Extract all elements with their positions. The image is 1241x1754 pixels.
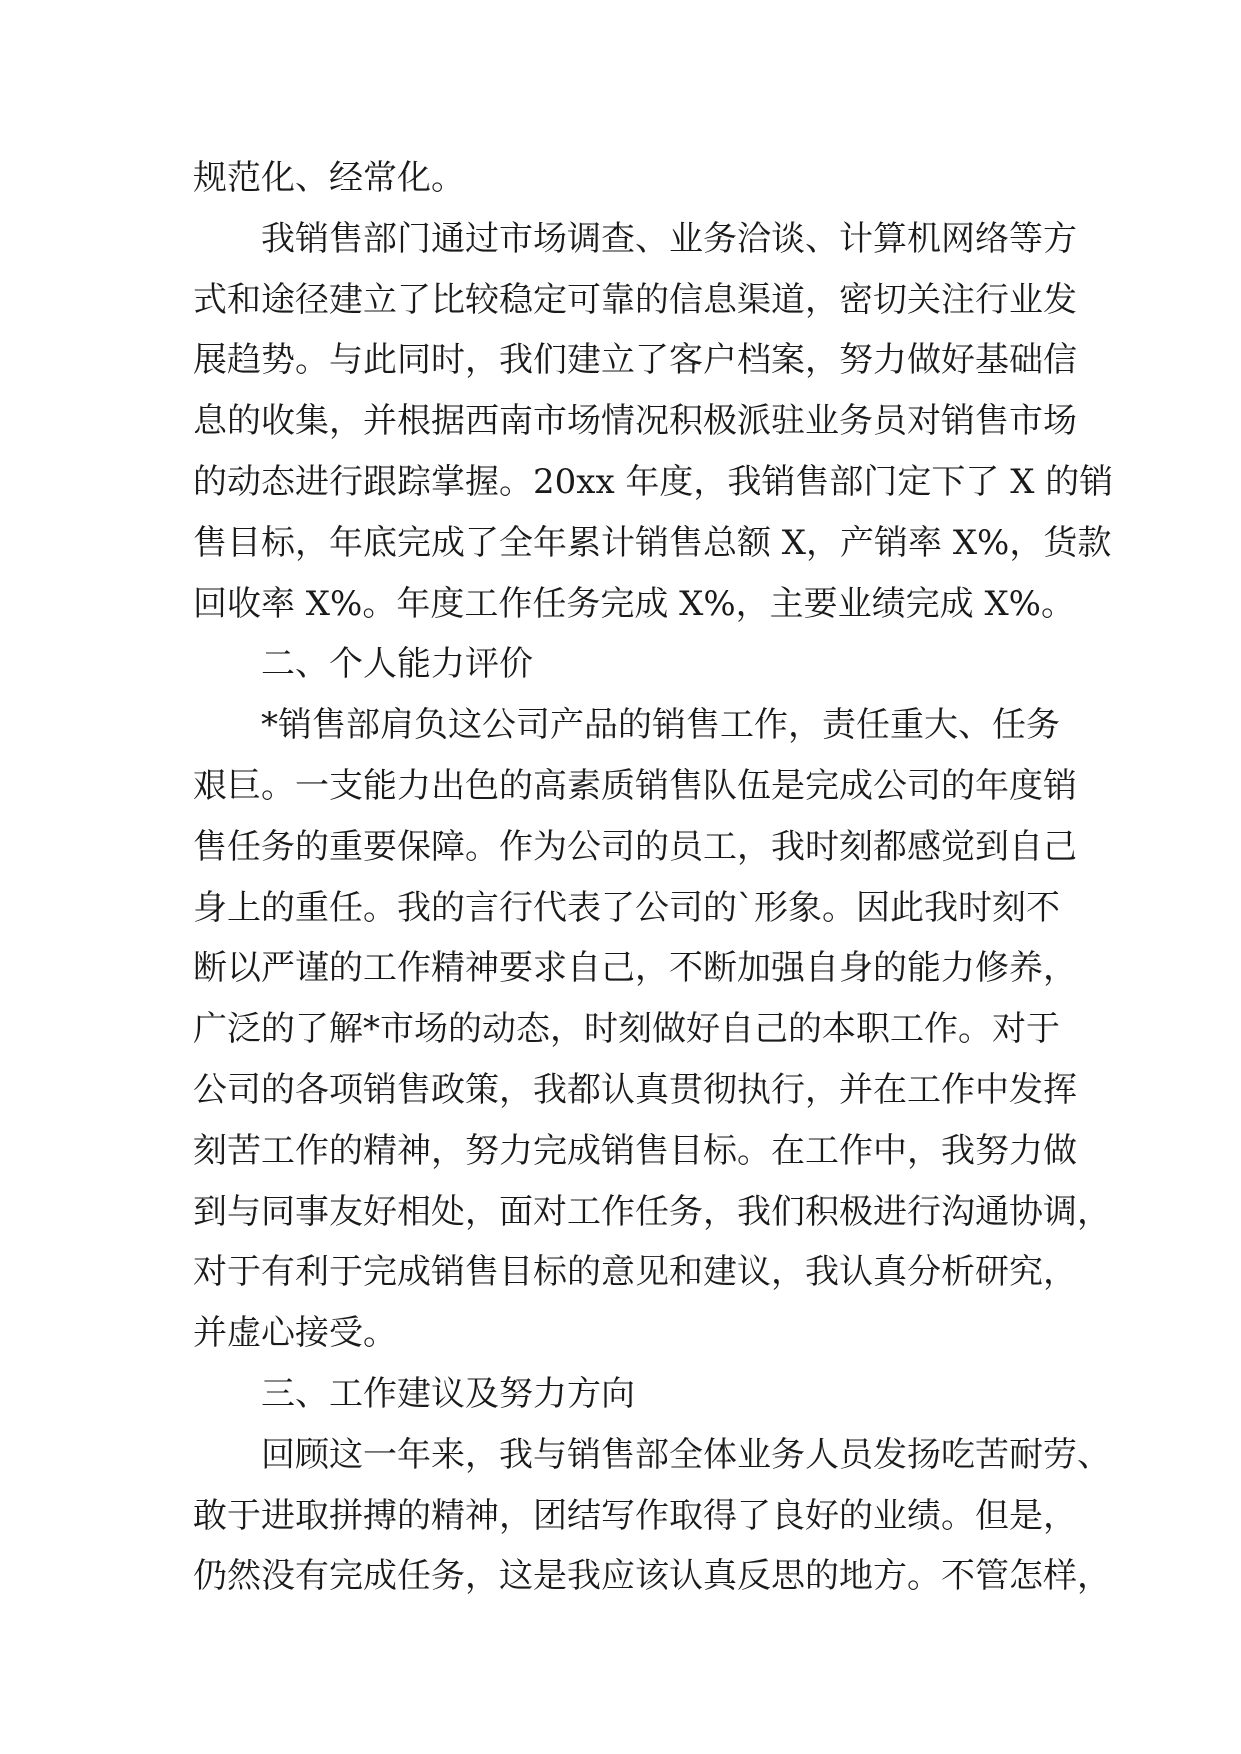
text-line: 售目标，年底完成了全年累计销售总额 X，产销率 X%，货款 (193, 522, 1112, 563)
text-line: 售任务的重要保障。作为公司的员工，我时刻都感觉到自己 (193, 826, 1077, 867)
text-line: 展趋势。与此同时，我们建立了客户档案，努力做好基础信 (193, 340, 1077, 381)
text-line: 回收率 X%。年度工作任务完成 X%，主要业绩完成 X%。 (193, 583, 1075, 624)
text-line: 公司的各项销售政策，我都认真贯彻执行，并在工作中发挥 (193, 1069, 1077, 1110)
text-line: 息的收集，并根据西南市场情况积极派驻业务员对销售市场 (193, 401, 1077, 442)
text-line: 广泛的了解*市场的动态，时刻做好自己的本职工作。对于 (193, 1009, 1060, 1050)
text-line: 规范化、经常化。 (193, 158, 465, 198)
text-line: 回顾这一年来，我与销售部全体业务人员发扬吃苦耐劳、 (261, 1434, 1111, 1475)
text-line: 身上的重任。我的言行代表了公司的`形象。因此我时刻不 (193, 887, 1060, 928)
text-line: 对于有利于完成销售目标的意见和建议，我认真分析研究， (193, 1252, 1077, 1293)
text-line: 到与同事友好相处，面对工作任务，我们积极进行沟通协调， (193, 1191, 1111, 1232)
text-line: 并虚心接受。 (193, 1313, 397, 1354)
text-line: 的动态进行跟踪掌握。20xx 年度，我销售部门定下了 X 的销 (193, 461, 1114, 502)
text-line: 仍然没有完成任务，这是我应该认真反思的地方。不管怎样， (193, 1556, 1111, 1597)
text-line: 断以严谨的工作精神要求自己，不断加强自身的能力修养， (193, 948, 1077, 989)
section-heading: 二、个人能力评价 (261, 644, 533, 685)
text-line: 刻苦工作的精神，努力完成销售目标。在工作中，我努力做 (193, 1130, 1077, 1171)
text-line: 艰巨。一支能力出色的高素质销售队伍是完成公司的年度销 (193, 765, 1077, 806)
text-line: 式和途径建立了比较稳定可靠的信息渠道，密切关注行业发 (193, 279, 1077, 320)
text-line: *销售部肩负这公司产品的销售工作，责任重大、任务 (261, 705, 1060, 746)
section-heading: 三、工作建议及努力方向 (261, 1373, 635, 1414)
text-line: 我销售部门通过市场调查、业务洽谈、计算机网络等方 (261, 218, 1077, 259)
text-line: 敢于进取拼搏的精神，团结写作取得了良好的业绩。但是， (193, 1495, 1077, 1536)
document-body (193, 158, 1114, 1619)
